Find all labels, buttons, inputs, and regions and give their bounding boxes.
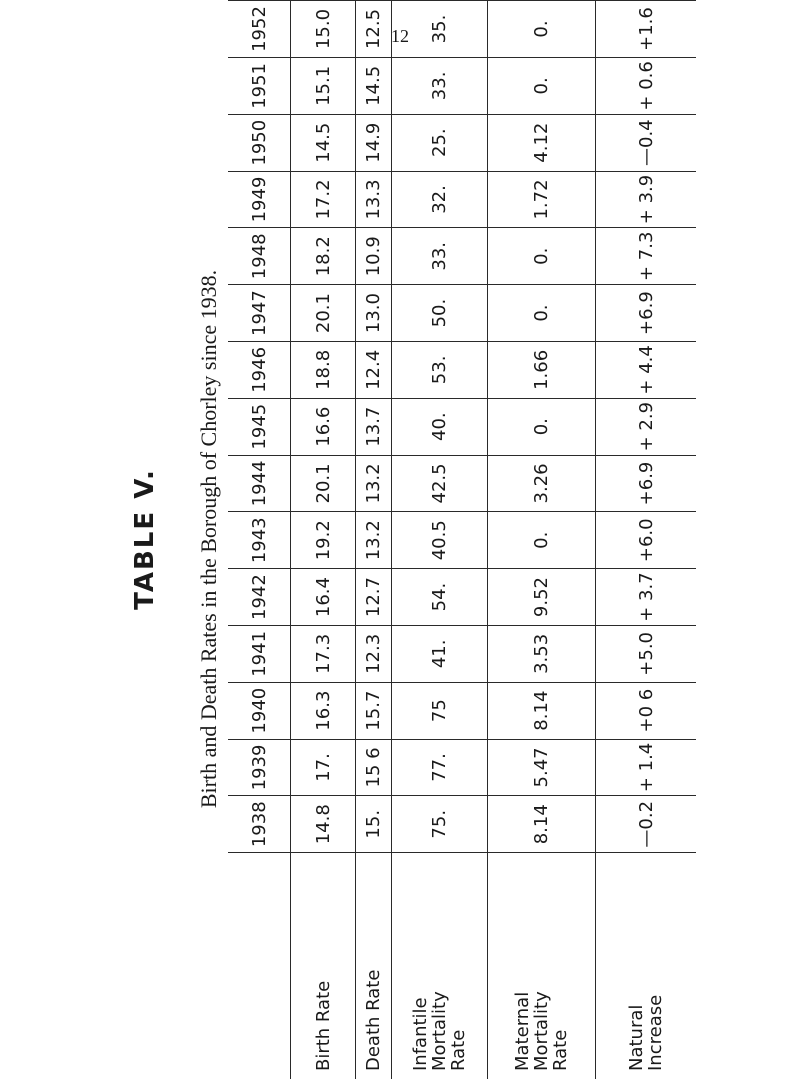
table-cell: 13.3 [356,171,392,228]
table-cell: 16.3 [291,682,356,739]
table-cell: + 3.9 [596,171,697,228]
table-cell: 75. [392,796,488,853]
table-cell: 17. [291,739,356,796]
year-header: 1939 [228,739,291,796]
table-cell: + 4.4 [596,341,697,398]
year-header: 1941 [228,625,291,682]
table-cell: 19.2 [291,512,356,569]
table-cell: 0. [488,398,596,455]
table-cell: 32. [392,171,488,228]
table-cell: 15. [356,796,392,853]
table-cell: 3.26 [488,455,596,512]
table-cell: 35. [392,1,488,58]
table-cell: 40.5 [392,512,488,569]
year-header: 1945 [228,398,291,455]
table-cell: —0.4 [596,114,697,171]
table-cell: +0 6 [596,682,697,739]
table-cell: 9.52 [488,569,596,626]
table-cell: 18.8 [291,341,356,398]
table-cell: 12.3 [356,625,392,682]
year-header-row [228,1,291,1079]
table-cell: 0. [488,285,596,342]
row-label: Birth Rate [291,853,356,1079]
table-cell: 5.47 [488,739,596,796]
table-cell: +6.9 [596,455,697,512]
year-header: 1938 [228,796,291,853]
row-label: Maternal Mortality Rate [488,853,596,1079]
table-cell: 12.5 [356,1,392,58]
table-cell: 14.9 [356,114,392,171]
table-cell: 0. [488,512,596,569]
table-cell: 10.9 [356,228,392,285]
table-cell: 8.14 [488,796,596,853]
table-cell: 12.7 [356,569,392,626]
table-cell: 53. [392,341,488,398]
natural-increase-row [596,1,697,1079]
table-cell: 13.7 [356,398,392,455]
table-cell: 12.4 [356,341,392,398]
table-cell: +5.0 [596,625,697,682]
table-cell: 13.2 [356,512,392,569]
table-cell: 0. [488,57,596,114]
birth-rate-row [291,1,356,1079]
maternal-mortality-row [488,1,596,1079]
table-cell: +6.0 [596,512,697,569]
table-cell: 77. [392,739,488,796]
table-caption: Birth and Death Rates in the Borough of Chorley since 1938. [196,269,221,809]
table-cell: 13.0 [356,285,392,342]
table-cell: 1.72 [488,171,596,228]
year-header: 1951 [228,57,291,114]
table-cell: 14.5 [356,57,392,114]
table-cell: 33. [392,228,488,285]
table-cell: + 7.3 [596,228,697,285]
row-label: Infantile Mortality Rate [392,853,488,1079]
table-cell: 3.53 [488,625,596,682]
table-cell: 14.5 [291,114,356,171]
table-cell: 16.6 [291,398,356,455]
table-cell: + 1.4 [596,739,697,796]
rates-table-wrapper [228,0,696,1079]
table-cell: 15.0 [291,1,356,58]
table-cell: 15 6 [356,739,392,796]
year-header-corner [228,853,291,1079]
table-cell: 33. [392,57,488,114]
table-cell: + 3.7 [596,569,697,626]
table-cell: + 2.9 [596,398,697,455]
table-cell: 41. [392,625,488,682]
table-cell: 17.2 [291,171,356,228]
table-cell: +6.9 [596,285,697,342]
death-rate-row [356,1,392,1079]
table-cell: 0. [488,228,596,285]
table-cell: 20.1 [291,285,356,342]
table-cell: —0.2 [596,796,697,853]
year-header: 1944 [228,455,291,512]
table-cell: 15.1 [291,57,356,114]
table-cell: 4.12 [488,114,596,171]
table-cell: 17.3 [291,625,356,682]
year-header: 1943 [228,512,291,569]
row-label: Death Rate [356,853,392,1079]
year-header: 1947 [228,285,291,342]
year-header: 1950 [228,114,291,171]
table-label: TABLE V. [130,468,160,610]
year-header: 1949 [228,171,291,228]
year-header: 1952 [228,1,291,58]
year-header: 1948 [228,228,291,285]
rates-table [228,0,696,1079]
year-header: 1942 [228,569,291,626]
row-label: Natural Increase [596,853,697,1079]
table-cell: 42.5 [392,455,488,512]
year-header: 1946 [228,341,291,398]
table-cell: 1.66 [488,341,596,398]
table-cell: 40. [392,398,488,455]
table-cell: 25. [392,114,488,171]
table-cell: 54. [392,569,488,626]
table-cell: 18.2 [291,228,356,285]
table-cell: 14.8 [291,796,356,853]
table-cell: 0. [488,1,596,58]
table-cell: 75 [392,682,488,739]
table-cell: 20.1 [291,455,356,512]
table-cell: 50. [392,285,488,342]
table-cell: + 0.6 [596,57,697,114]
page-number: 12 [391,26,409,46]
year-header: 1940 [228,682,291,739]
table-cell: 13.2 [356,455,392,512]
table-cell: +1.6 [596,1,697,58]
table-cell: 8.14 [488,682,596,739]
infantile-mortality-row [392,1,488,1079]
table-cell: 16.4 [291,569,356,626]
table-cell: 15.7 [356,682,392,739]
